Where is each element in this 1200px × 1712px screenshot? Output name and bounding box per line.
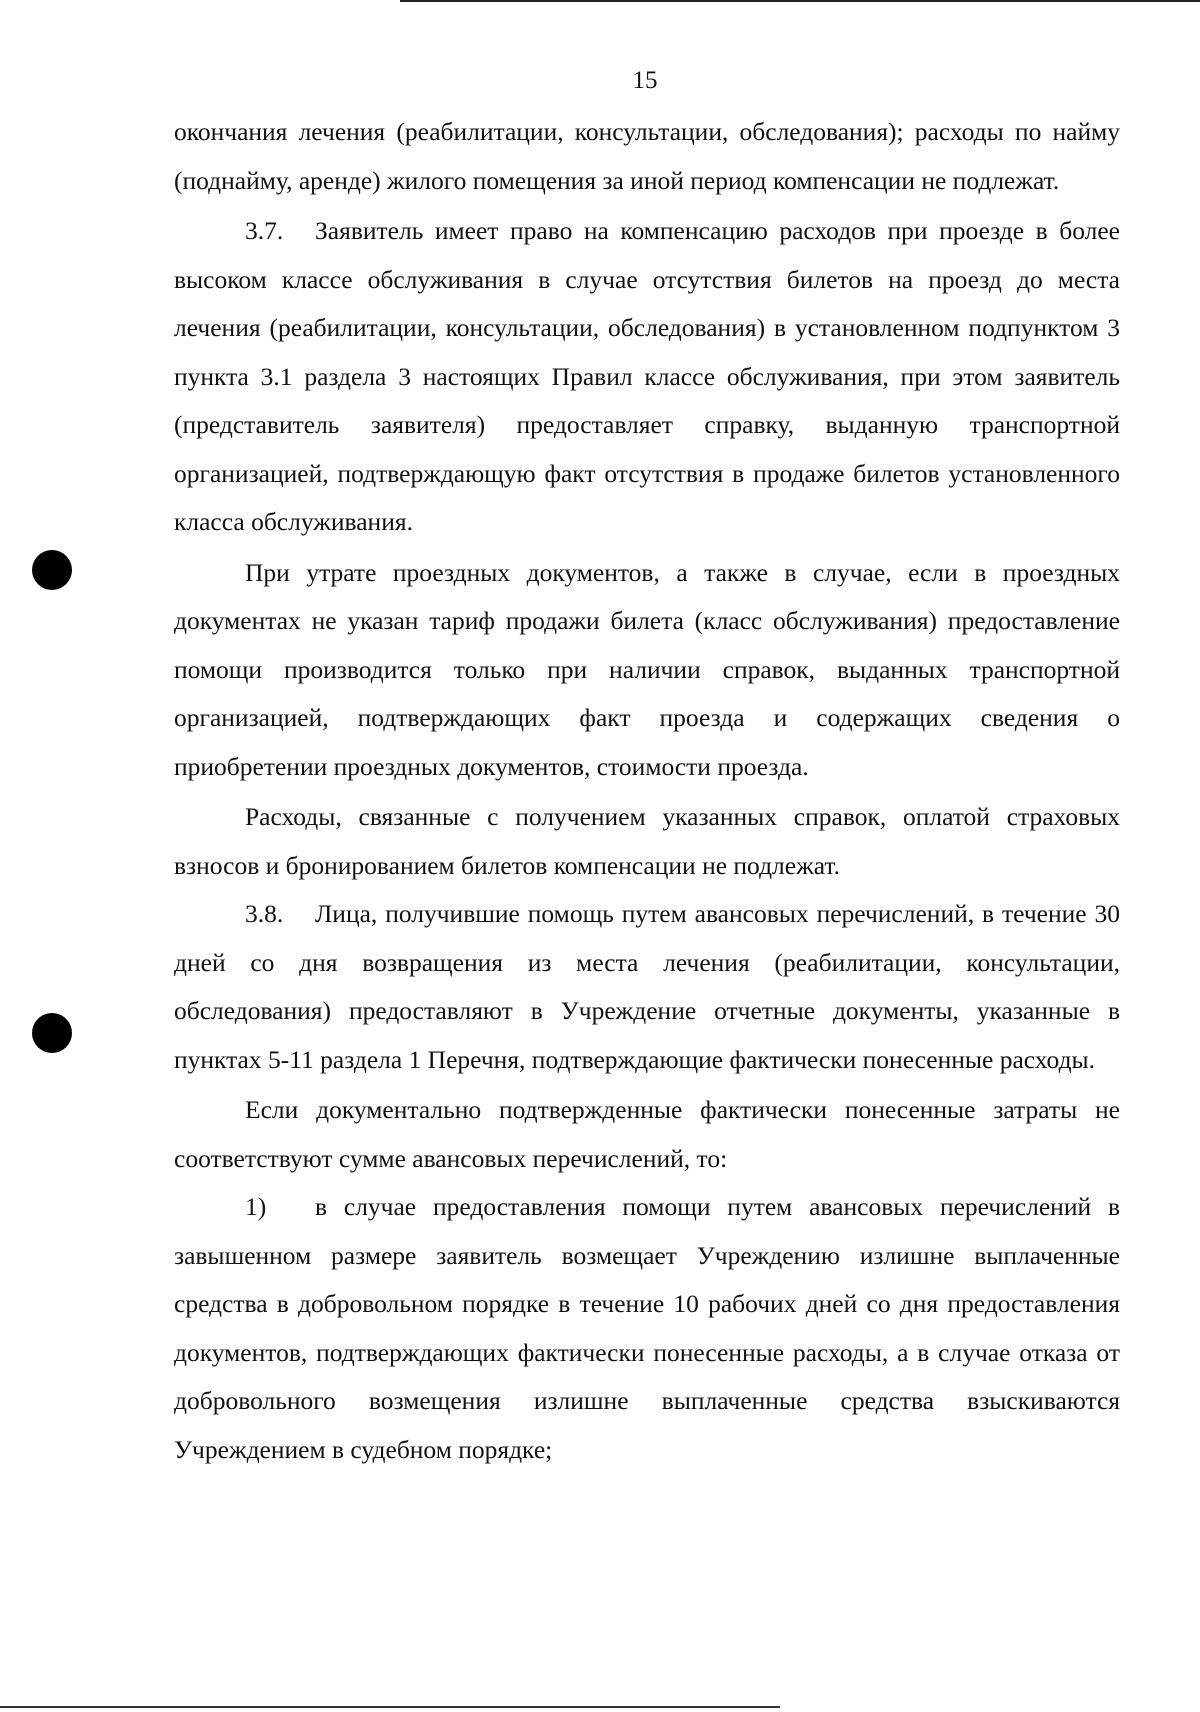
punch-hole-mark: [32, 550, 72, 590]
list-item-text: в случае предоставления помощи путем авансовых перечислений в завышенном размере заявитель возмещает Учреждению излишне выплаченные средства в добровольном порядке в течение 10 рабочих дней со дня предоставления документов, подтверждающих фактически понесенные расходы, а в случае отказа от добровольного возмещения излишне выплаченные средства взыскиваются Учреждением в судебном порядке;: [174, 1192, 1120, 1464]
clause-number: 3.8.: [245, 899, 284, 928]
list-item-1: [174, 1183, 1120, 1474]
page-number: 15: [632, 67, 658, 94]
punch-hole-mark: [32, 1013, 72, 1053]
paragraph-3-8: [174, 890, 1120, 1084]
paragraph-lost-documents: При утрате проездных документов, а также в случае, если в проездных документах не указан тариф продажи билета (класс обслуживания) предоставление помощи производится только при наличии справок, выданных транспортной организацией, подтверждающих факт проезда и содержащих сведения о приобретении проездных документов, стоимости проезда.: [174, 557, 1120, 781]
top-border-line: [400, 0, 1200, 2]
paragraph-continuation: окончания лечения (реабилитации, консультации, обследования); расходы по найму (поднайму, аренде) жилого помещения за иной период компенсации не подлежат.: [174, 117, 1120, 195]
document-body: [174, 108, 1120, 1474]
paragraph-discrepancy: Если документально подтвержденные фактически понесенные затраты не соответствуют сумме авансовых перечислений, то:: [174, 1095, 1120, 1173]
clause-number: 3.7.: [245, 216, 284, 245]
paragraph-text: Лица, получившие помощь путем авансовых перечислений, в течение 30 дней со дня возвращения из места лечения (реабилитации, консультации, обследования) предоставляют в Учреждение отчетные документы, указанные в пунктах 5-11 раздела 1 Перечня, подтверждающие фактически понесенные расходы.: [174, 899, 1120, 1074]
list-item-number: 1): [245, 1192, 267, 1221]
bottom-border-line: [0, 1706, 780, 1708]
paragraph-3-7: [174, 207, 1120, 547]
paragraph-expenses-not-compensated: Расходы, связанные с получением указанных справок, оплатой страховых взносов и бронированием билетов компенсации не подлежат.: [174, 802, 1120, 880]
paragraph-text: Заявитель имеет право на компенсацию расходов при проезде в более высоком классе обслуживания в случае отсутствия билетов на проезд до места лечения (реабилитации, консультации, обследования) в установленном подпунктом 3 пункта 3.1 раздела 3 настоящих Правил классе обслуживания, при этом заявитель (представитель заявителя) предоставляет справку, выданную транспортной организацией, подтверждающую факт отсутствия в продаже билетов установленного класса обслуживания.: [174, 216, 1120, 536]
